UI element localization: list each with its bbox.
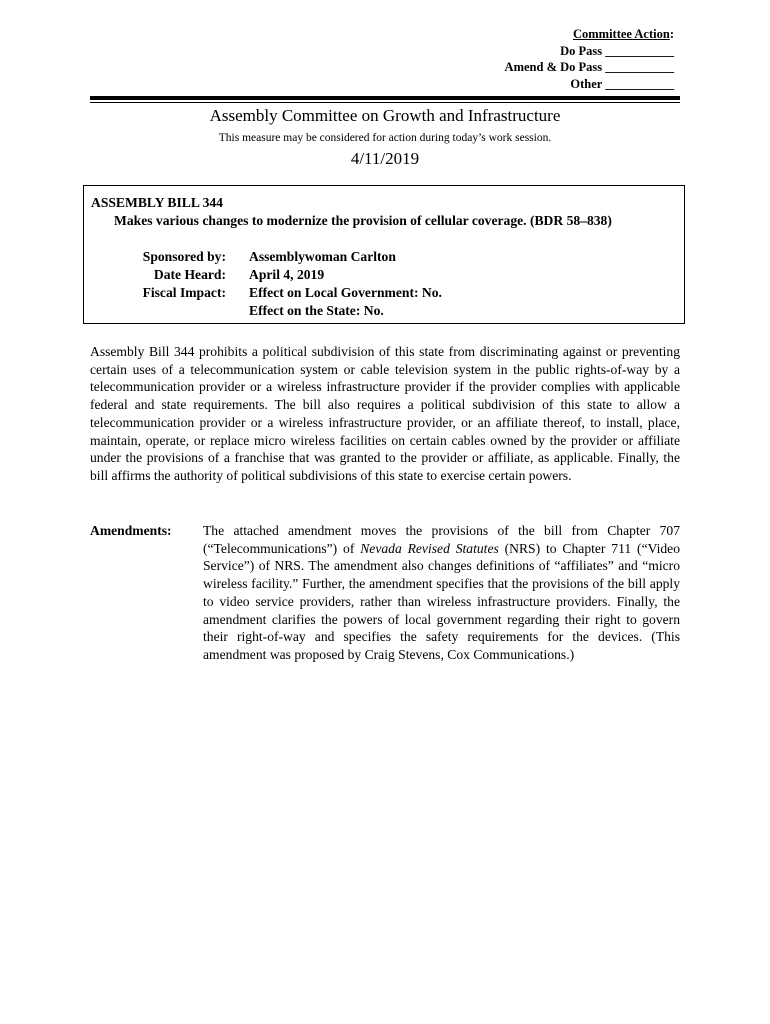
bill-info-box bbox=[83, 185, 685, 324]
committee-action-block bbox=[505, 26, 674, 92]
sponsored-by-value: Assemblywoman Carlton bbox=[249, 249, 396, 264]
date-heard-value: April 4, 2019 bbox=[249, 267, 325, 282]
header-rule-thin bbox=[90, 102, 680, 103]
bill-summary: Assembly Bill 344 prohibits a political subdivision of this state from discriminating against or preventing certain uses of a telecommunication system or cable television system in the public rights-of-way by a telecommunication provider or a wireless infrastructure provider if the provider complies with applicable federal and state requirements. The bill also requires a political subdivision of this state to allow a telecommunication provider or a wireless infrastructure provider, or an affiliate thereof, to install, place, maintain, operate, or replace micro wireless facilities on certain cables owned by the provider or affiliate under the provisions of a franchise that was granted to the provider or affiliate, as applicable. Finally, the bill affirms the authority of political subdivisions of this state to exercise certain powers. bbox=[90, 344, 680, 483]
fiscal-impact-label: Fiscal Impact: bbox=[142, 285, 226, 300]
other-line: Other ___________ bbox=[570, 76, 674, 91]
work-session-notice: This measure may be considered for action during today’s work session. bbox=[218, 132, 552, 144]
do-pass-line: Do Pass ___________ bbox=[560, 43, 674, 58]
amendments-text-part2: (NRS) to Chapter 711 (“Video Service”) of NRS. The amendment also changes definitions of “affiliates” and “micro wireless facility.” Further, the amendment specifies that the provisions of the bill apply to video service providers, rather than wireless infrastructure providers. Finally, the amendment clarifies the powers of local government regarding their right to govern their right-of-way and specifies the safety requirements for the devices. (This amendment was proposed by Craig Stevens, Cox Communications.) bbox=[203, 540, 681, 662]
bill-number: ASSEMBLY BILL 344 bbox=[91, 195, 223, 210]
amendments-label: Amendments: bbox=[90, 523, 172, 538]
header-rule-thick bbox=[90, 96, 680, 100]
fiscal-impact-state: Effect on the State: No. bbox=[249, 303, 384, 318]
fiscal-impact-local: Effect on Local Government: No. bbox=[249, 285, 442, 300]
amend-do-pass-line: Amend & Do Pass ___________ bbox=[504, 60, 674, 74]
sponsored-by-label: Sponsored by: bbox=[142, 249, 226, 264]
committee-action-heading: Committee Action: bbox=[572, 27, 674, 41]
date-heard-label: Date Heard: bbox=[153, 267, 226, 282]
amendments-text-part1: The attached amendment moves the provisions of the bill from Chapter 707 (“Telecommunications”) of bbox=[203, 523, 680, 556]
committee-name: Assembly Committee on Growth and Infrastructure bbox=[209, 106, 561, 125]
amendments-text bbox=[203, 522, 680, 664]
nrs-italic-title: Nevada Revised Statutes bbox=[360, 540, 499, 556]
bill-title: Makes various changes to modernize the provision of cellular coverage. (BDR 58–838) bbox=[114, 213, 612, 228]
hearing-date: 4/11/2019 bbox=[350, 149, 420, 168]
